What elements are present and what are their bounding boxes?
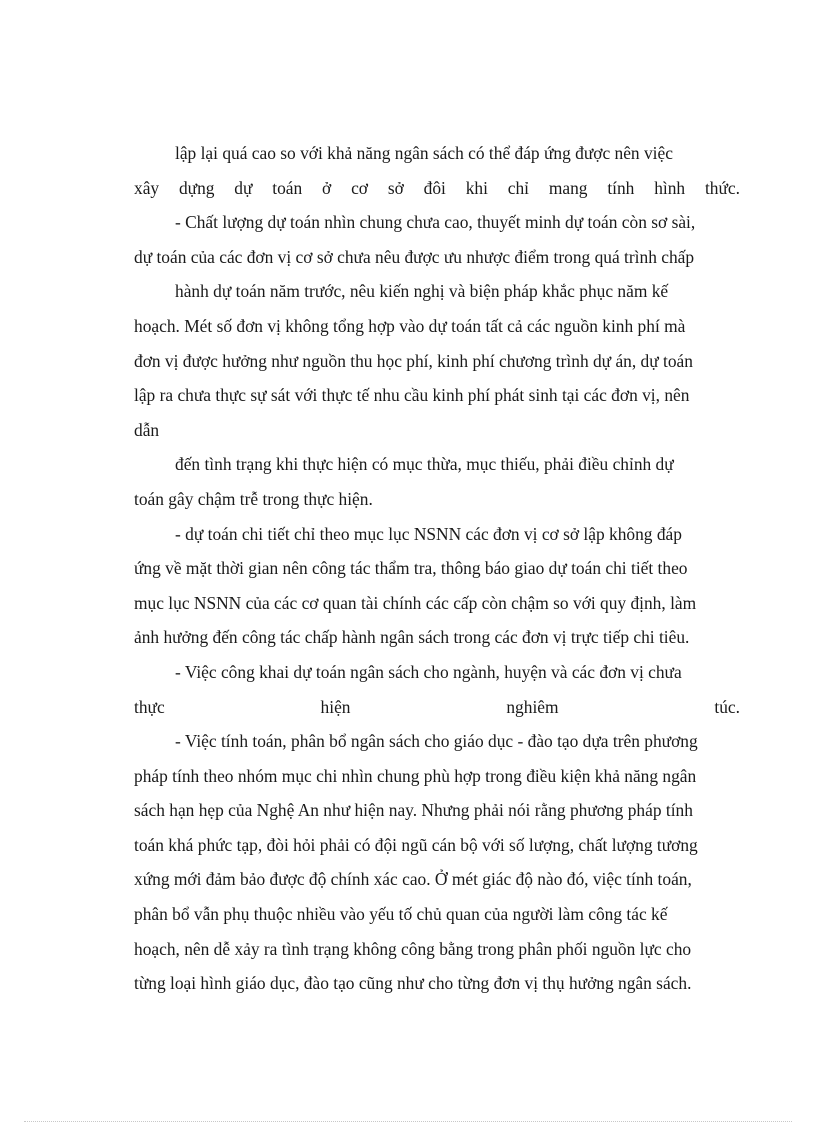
text-line: hoạch. Mét số đơn vị không tổng hợp vào dự toán tất cả các nguồn kinh phí mà <box>134 315 686 336</box>
text-line: dự toán của các đơn vị cơ sở chưa nêu được ưu nhược điểm trong quá trình chấp <box>134 246 695 267</box>
text-line: toán gây chậm trễ trong thực hiện. <box>134 488 373 509</box>
text-line: hoạch, nên dễ xảy ra tình trạng không công bằng trong phân phối nguồn lực cho <box>134 938 692 959</box>
text-line: đến tình trạng khi thực hiện có mục thừa, mục thiếu, phải điều chỉnh dự <box>175 454 674 475</box>
body-text <box>134 136 740 1001</box>
text-line: xây dựng dự toán ở cơ sở đôi khi chỉ mang tính hình thức. <box>134 177 740 198</box>
text-line: xứng mới đảm bảo được độ chính xác cao. Ở mét giác độ nào đó, việc tính toán, <box>134 869 692 890</box>
footer-divider <box>24 1121 792 1122</box>
text-line: từng loại hình giáo dục, đào tạo cũng như cho từng đơn vị thụ hưởng ngân sách. <box>134 973 692 994</box>
text-line: đơn vị được hưởng như nguồn thu học phí, kinh phí chương trình dự án, dự toán <box>134 350 693 371</box>
text-line: phân bổ vẫn phụ thuộc nhiều vào yếu tố chủ quan của người làm công tác kế <box>134 904 668 925</box>
text-line: lập ra chưa thực sự sát với thực tế nhu cầu kinh phí phát sinh tại các đơn vị, nên <box>134 385 690 406</box>
text-line: hành dự toán năm trước, nêu kiến nghị và biện pháp khắc phục năm kế <box>175 281 669 302</box>
text-line: dẫn <box>134 419 160 440</box>
text-line: sách hạn hẹp của Nghệ An như hiện nay. Nhưng phải nói rằng phương pháp tính <box>134 800 693 821</box>
text-line: - dự toán chi tiết chỉ theo mục lục NSNN các đơn vị cơ sở lập không đáp <box>175 523 682 544</box>
text-line: - Việc tính toán, phân bổ ngân sách cho giáo dục - đào tạo dựa trên phương <box>175 731 698 752</box>
text-line: ảnh hưởng đến công tác chấp hành ngân sách trong các đơn vị trực tiếp chi tiêu. <box>134 627 690 648</box>
text-line: pháp tính theo nhóm mục chi nhìn chung phù hợp trong điều kiện khả năng ngân <box>134 765 697 786</box>
text-line: - Chất lượng dự toán nhìn chung chưa cao, thuyết minh dự toán còn sơ sài, <box>175 212 696 233</box>
text-line: toán khá phức tạp, đòi hỏi phải có đội ngũ cán bộ với số lượng, chất lượng tương <box>134 834 698 855</box>
text-line: mục lục NSNN của các cơ quan tài chính các cấp còn chậm so với quy định, làm <box>134 592 697 613</box>
text-line: - Việc công khai dự toán ngân sách cho ngành, huyện và các đơn vị chưa <box>175 661 682 682</box>
text-line: lập lại quá cao so với khả năng ngân sách có thể đáp ứng được nên việc <box>175 143 673 163</box>
text-line: thực hiện nghiêm túc. <box>134 696 740 717</box>
text-line: ứng về mặt thời gian nên công tác thẩm tra, thông báo giao dự toán chi tiết theo <box>134 558 688 579</box>
